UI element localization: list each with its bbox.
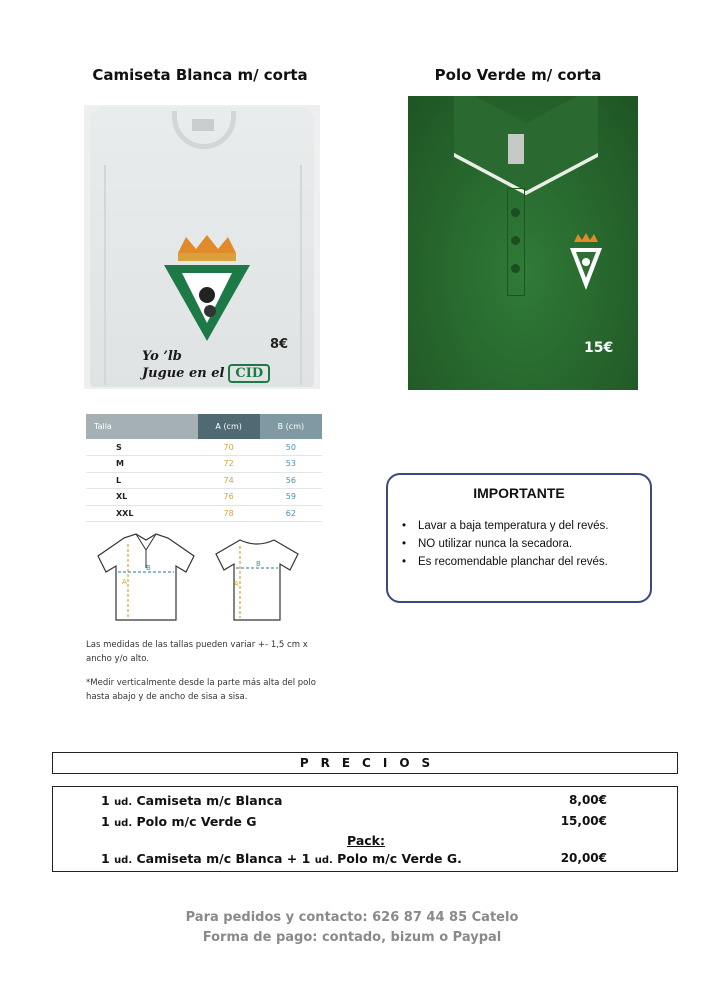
list-item: • NO utilizar nunca la secadora. — [402, 535, 609, 553]
green-polo-title: Polo Verde m/ corta — [434, 66, 602, 84]
size-cell: L — [86, 472, 198, 489]
b-header: B (cm) — [260, 414, 322, 439]
diagram-label-b: B — [256, 560, 261, 568]
size-cell: XL — [86, 489, 198, 506]
list-item: • Lavar a baja temperatura y del revés. — [402, 517, 609, 535]
measure-instructions-note: *Medir verticalmente desde la parte más alta del polo hasta abajo y de ancho de sisa a sisa. — [86, 678, 316, 702]
tagline-line1: Yo ’lb — [142, 349, 182, 364]
white-tshirt-title: Camiseta Blanca m/ corta — [92, 66, 308, 84]
b-cell: 56 — [260, 472, 322, 489]
item-label: Camiseta m/c Blanca — [136, 793, 283, 808]
polo-measure-diagram — [94, 530, 198, 622]
diagram-label-b: B — [146, 564, 151, 572]
tee-measure-diagram — [212, 534, 302, 622]
prices-header: PRECIOS — [52, 752, 678, 774]
qty: 1 — [101, 851, 110, 866]
green-price-tag: 15€ — [584, 340, 614, 356]
unit: ud. — [114, 855, 133, 866]
white-price-tag: 8€ — [270, 337, 289, 352]
price-amount: 8,00€ — [569, 793, 607, 807]
table-row — [86, 439, 322, 456]
b-cell: 62 — [260, 505, 322, 522]
important-title: IMPORTANTE — [473, 485, 565, 501]
table-row — [86, 456, 322, 473]
prices-box — [52, 786, 678, 872]
list-item: • Es recomendable planchar del revés. — [402, 553, 609, 571]
table-row — [86, 472, 322, 489]
table-row — [86, 505, 322, 522]
club-crest-icon — [160, 233, 254, 343]
unit: ud. — [114, 797, 133, 808]
a-cell: 74 — [198, 472, 260, 489]
b-cell: 50 — [260, 439, 322, 456]
qty: 1 — [101, 793, 110, 808]
pack-label: Pack: — [347, 833, 385, 848]
a-header: A (cm) — [198, 414, 260, 439]
green-polo-image — [408, 96, 638, 390]
b-cell: 53 — [260, 456, 322, 473]
cid-logo: CID — [228, 364, 270, 383]
a-cell: 78 — [198, 505, 260, 522]
price-amount: 15,00€ — [560, 814, 607, 828]
club-crest-icon — [568, 232, 604, 292]
b-cell: 59 — [260, 489, 322, 506]
price-row-polo — [101, 814, 257, 829]
size-variation-note: Las medidas de las tallas pueden variar +- 1,5 cm x ancho y/o alto. — [86, 640, 308, 664]
important-box — [386, 473, 652, 603]
payment-line: Forma de pago: contado, bizum o Paypal — [202, 930, 502, 945]
size-table — [86, 414, 322, 522]
size-cell: S — [86, 439, 198, 456]
table-row — [86, 489, 322, 506]
care-instructions-list — [402, 517, 609, 571]
diagram-label-a: A — [234, 580, 239, 588]
white-tshirt-image — [84, 105, 320, 389]
a-cell: 70 — [198, 439, 260, 456]
price-row-tshirt — [101, 793, 282, 808]
item-label: Camiseta m/c Blanca + — [136, 851, 298, 866]
tagline-line2: Jugue en el — [142, 366, 225, 381]
price-amount: 20,00€ — [560, 851, 607, 865]
price-row-pack — [101, 851, 462, 866]
qty: 1 — [101, 814, 110, 829]
size-cell: M — [86, 456, 198, 473]
a-cell: 72 — [198, 456, 260, 473]
a-cell: 76 — [198, 489, 260, 506]
contact-line: Para pedidos y contacto: 626 87 44 85 Catelo — [185, 910, 519, 925]
white-tagline — [142, 349, 270, 383]
item-label: Polo m/c Verde G. — [337, 851, 462, 866]
item-label: Polo m/c Verde G — [136, 814, 257, 829]
diagram-label-a: A — [122, 578, 127, 586]
size-cell: XXL — [86, 505, 198, 522]
qty: 1 — [301, 851, 311, 866]
unit: ud. — [314, 855, 333, 866]
unit: ud. — [114, 818, 133, 829]
size-header: Talla — [86, 414, 198, 439]
